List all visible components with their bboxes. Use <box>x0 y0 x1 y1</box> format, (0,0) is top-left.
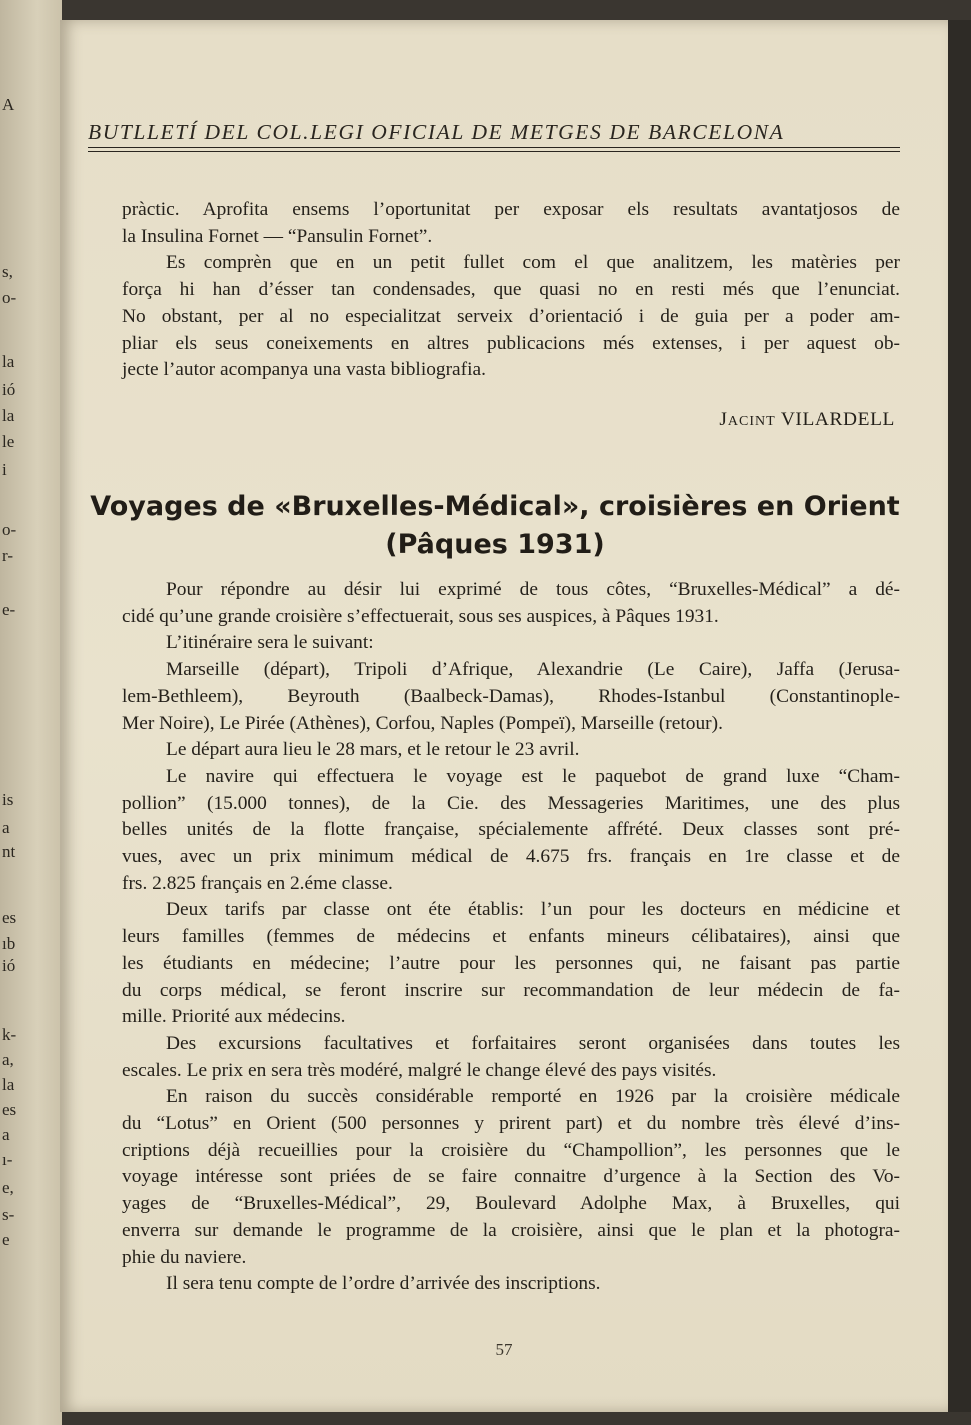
article-body <box>122 577 900 1298</box>
text-line: Il sera tenu compte de l’ordre d’arrivée des inscriptions. <box>166 1273 601 1295</box>
running-head: BUTLLETÍ DEL COL.LEGI OFICIAL DE METGES DE BARCELONA <box>88 120 785 144</box>
text-line: frs. 2.825 français en 2.éme classe. <box>122 872 393 894</box>
margin-fragment: s- <box>2 1205 15 1224</box>
text-line: Des excursions facultatives et forfaitaires seront organisées dans toutes les <box>166 1032 900 1054</box>
text-line: jecte l’autor acompanya una vasta bibliografia. <box>122 359 486 381</box>
margin-fragment: i <box>2 460 7 479</box>
text-line: força hi han d’ésser tan condensades, que quasi no en resti més que l’enunciat. <box>122 279 900 301</box>
margin-fragment: ió <box>2 956 16 975</box>
article-title <box>90 488 900 564</box>
text-line: phie du naviere. <box>122 1246 247 1268</box>
margin-fragment: la <box>2 352 15 371</box>
text-line: voyage intéresse sont priées de se faire connaitre d’urgence à la Section des Vo- <box>122 1166 900 1188</box>
margin-fragment: le <box>2 432 15 451</box>
text-line: Es comprèn que en un petit fullet com el que analitzem, les matèries per <box>166 252 900 274</box>
margin-fragment: is <box>2 790 14 809</box>
signature-first-name: Jacint <box>719 409 776 430</box>
text-line: les étudiants en médecine; l’autre pour les personnes qui, ne faisant pas partie <box>122 952 900 974</box>
margin-fragment: a <box>2 818 10 837</box>
text-line: criptions déjà recueillies pour la croisière du “Champollion”, les personnes que le <box>122 1139 900 1161</box>
text-line: cidé qu’une grande croisière s’effectuerait, sous ses auspices, à Pâques 1931. <box>122 605 719 627</box>
text-line: pliar els seus coneixements en altres publicacions més extenses, i per aquest ob- <box>122 332 900 354</box>
text-line: Deux tarifs par classe ont éte établis: l’un pour les docteurs en médicine et <box>166 899 900 921</box>
review-text-block <box>122 197 900 384</box>
margin-fragment: s, <box>2 262 13 281</box>
margin-fragment: ió <box>2 380 16 399</box>
margin-fragment: ı- <box>2 1150 13 1169</box>
margin-fragment: k- <box>2 1025 17 1044</box>
margin-fragment: nt <box>2 842 16 861</box>
margin-fragment: e <box>2 1230 10 1249</box>
text-line: Pour répondre au désir lui exprimé de tous côtes, “Bruxelles-Médical” a dé- <box>166 579 900 600</box>
text-line: du corps médical, se feront inscrire sur recommandation de leur médecin de fa- <box>122 979 900 1001</box>
signature-last-name: VILARDELL <box>780 409 895 430</box>
text-line: belles unités de la flotte française, spécialemente affrété. Deux classes sont pré- <box>122 819 900 841</box>
author-signature <box>565 409 895 431</box>
text-line: mille. Priorité aux médecins. <box>122 1006 346 1028</box>
margin-fragment: la <box>2 406 15 425</box>
margin-fragment: r- <box>2 546 13 565</box>
text-line: L’itinéraire sera le suivant: <box>166 632 374 654</box>
text-line: enverra sur demande le programme de la croisière, ainsi que le plan et la photogra- <box>122 1219 900 1241</box>
text-line: du “Lotus” en Orient (500 personnes y prirent part) et du nombre très élevé d’ins- <box>122 1113 900 1135</box>
margin-fragment: a <box>2 1125 10 1144</box>
scan-background-edge <box>948 20 971 1412</box>
margin-fragment: o- <box>2 288 17 307</box>
margin-fragment: es <box>2 908 17 927</box>
margin-fragment: la <box>2 1075 15 1094</box>
text-line: escales. Le prix en sera très modéré, malgré le change élevé des pays visités. <box>122 1059 717 1081</box>
margin-fragment: e- <box>2 600 16 619</box>
title-line-2: (Pâques 1931) <box>385 529 605 560</box>
text-line: En raison du succès considérable remporté en 1926 par la croisière médicale <box>166 1086 900 1108</box>
margin-fragment: es <box>2 1100 17 1119</box>
text-line: vues, avec un prix minimum médical de 4.675 frs. français en 1re classe et de <box>122 846 900 868</box>
document-page <box>60 20 948 1412</box>
text-line: Le départ aura lieu le 28 mars, et le retour le 23 avril. <box>166 739 580 761</box>
text-line: Mer Noire), Le Pirée (Athènes), Corfou, Naples (Pompeï), Marseille (retour). <box>122 712 723 734</box>
text-line: Le navire qui effectuera le voyage est le paquebot de grand luxe “Cham- <box>166 765 900 787</box>
adjacent-page-strip <box>0 0 62 1425</box>
text-line: No obstant, per al no especialitzat serveix d’orientació i de guia per a poder am- <box>122 305 900 327</box>
title-line-1: Voyages de «Bruxelles-Médical», croisières en Orient <box>90 491 900 522</box>
margin-fragment: o- <box>2 520 17 539</box>
margin-fragment: A <box>2 95 15 114</box>
text-line: la Insulina Fornet — “Pansulin Fornet”. <box>122 225 433 247</box>
page-number: 57 <box>495 1340 513 1359</box>
text-line: pollion” (15.000 tonnes), de la Cie. des Messageries Maritimes, une des plus <box>122 792 900 814</box>
margin-fragment: a, <box>2 1050 14 1069</box>
text-line: pràctic. Aprofita ensems l’oportunitat per exposar els resultats avantatjosos de <box>122 199 900 220</box>
text-line: Marseille (départ), Tripoli d’Afrique, Alexandrie (Le Caire), Jaffa (Jerusa- <box>166 659 900 681</box>
text-line: yages de “Bruxelles-Médical”, 29, Boulevard Adolphe Max, à Bruxelles, qui <box>122 1193 900 1215</box>
text-line: lem-Bethleem), Beyrouth (Baalbeck-Damas), Rhodes-Istanbul (Constantinople- <box>122 685 900 707</box>
header-rule <box>88 147 900 148</box>
header-rule-thin <box>88 151 900 152</box>
margin-fragment: ıb <box>2 934 16 953</box>
text-line: leurs familles (femmes de médecins et enfants mineurs célibataires), ainsi que <box>122 926 900 948</box>
margin-fragment: e, <box>2 1178 14 1197</box>
